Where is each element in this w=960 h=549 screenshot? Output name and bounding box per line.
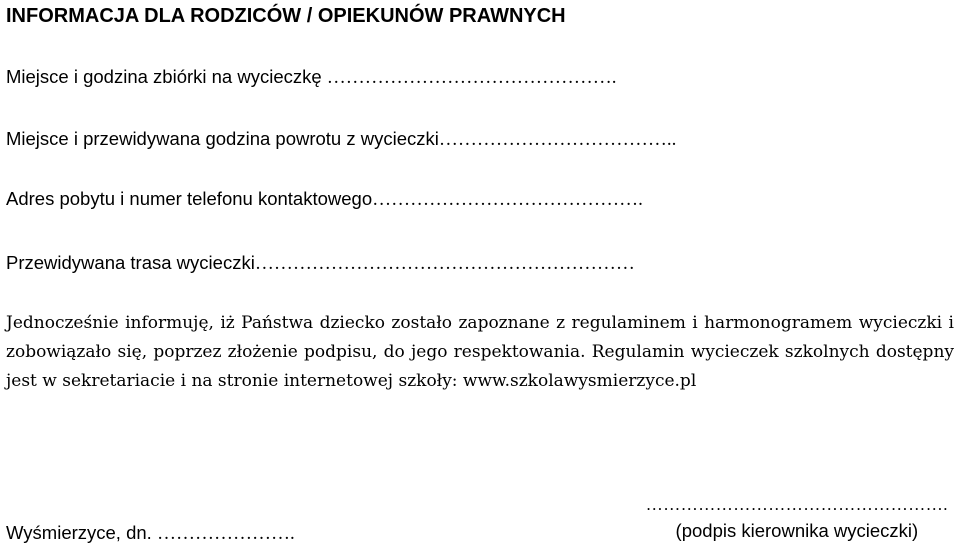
place-date-line bbox=[6, 522, 295, 545]
signature-block bbox=[646, 494, 948, 546]
signature-blank: ……………………………………………. bbox=[645, 495, 948, 514]
info-paragraph: Jednocześnie informuję, iż Państwa dziecko zostało zapoznane z regulaminem i harmonogramem wycieczki i zobowiązało się, poprzez złożenie podpisu, do jego respektowania. Regulamin wycieczek szkolnych dostępny jest w sekretariacie i na stronie internetowej szkoły: www.szkolawysmierzyce.pl bbox=[6, 313, 954, 391]
stay-address-blank: ……………………………………. bbox=[372, 189, 643, 210]
stay-address-line bbox=[6, 188, 643, 211]
place-date-blank: …………………. bbox=[156, 523, 295, 544]
route-label: Przewidywana trasa wycieczki bbox=[6, 252, 255, 273]
return-place-label: Miejsce i przewidywana godzina powrotu z wycieczki bbox=[6, 128, 439, 149]
stay-address-label: Adres pobytu i numer telefonu kontaktowego bbox=[6, 188, 373, 209]
route-blank: …………………………………………………… bbox=[254, 253, 635, 274]
route-line bbox=[6, 252, 635, 275]
meeting-place-label: Miejsce i godzina zbiórki na wycieczkę bbox=[6, 66, 327, 87]
meeting-place-line bbox=[6, 66, 617, 89]
meeting-place-blank: ………………………………………. bbox=[326, 67, 617, 88]
place-date-label: Wyśmierzyce, dn. bbox=[6, 522, 157, 543]
return-place-blank: ……………………………….. bbox=[438, 129, 677, 150]
document-title: INFORMACJA DLA RODZICÓW / OPIEKUNÓW PRAWNYCH bbox=[6, 5, 566, 27]
signature-label: (podpis kierownika wycieczki) bbox=[675, 520, 919, 541]
return-place-line bbox=[6, 128, 676, 151]
